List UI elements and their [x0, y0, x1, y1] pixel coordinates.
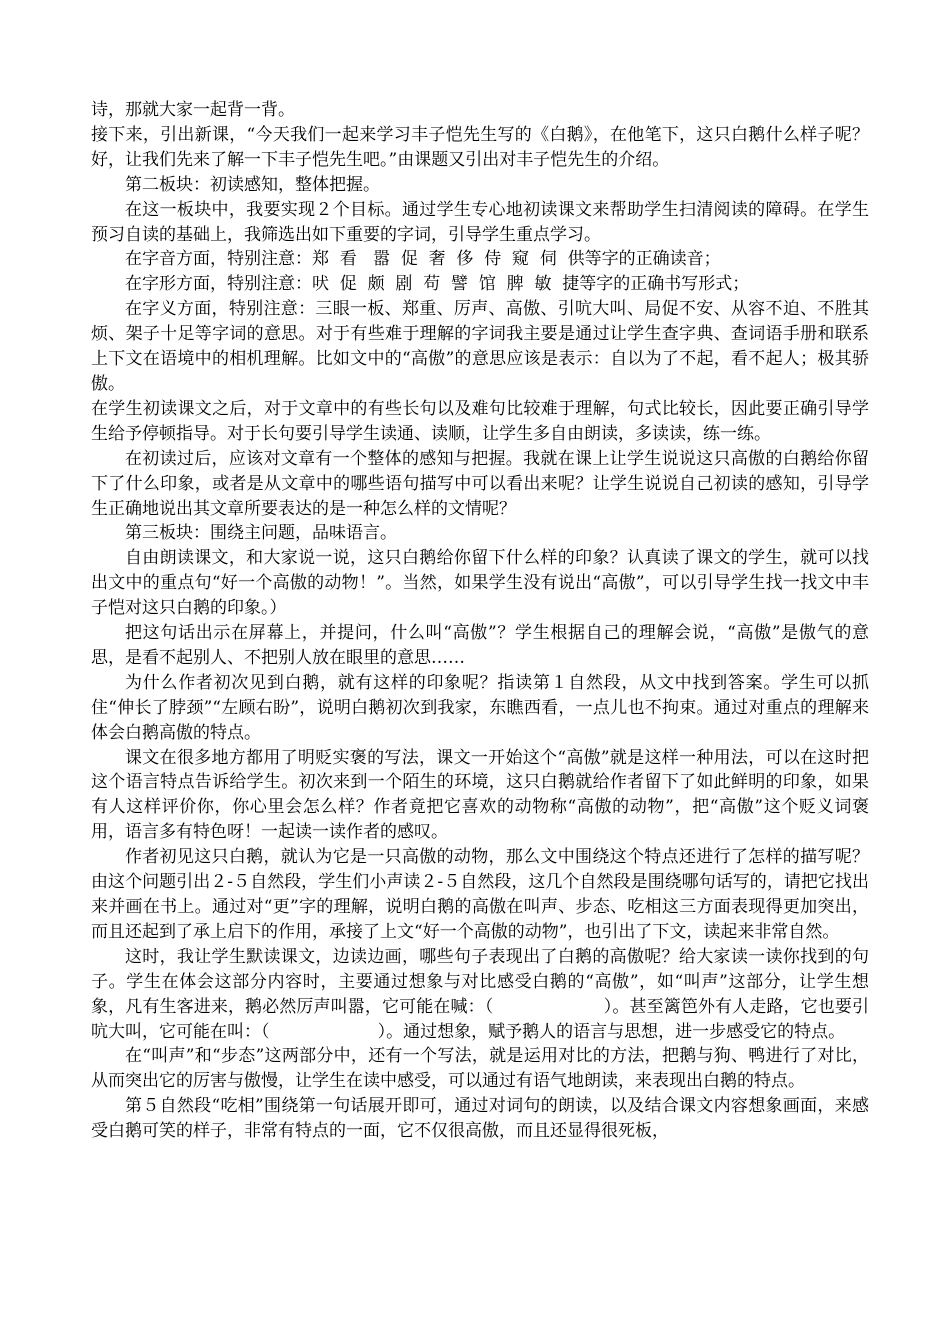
paragraph: 在字形方面，特别注意：吠 促 颇 剧 苟 譬 馆 脾 敏 捷等字的正确书写形式；	[125, 274, 750, 295]
paragraph: 在学生初读课文之后，对于文章中的有些长句以及难句比较难于理解，句式比较长，因此要正确引导学生给予停顿指导。对于长句要引导学生读通、读顺，让学生多自由朗读，多读读，练一练。	[91, 398, 869, 444]
paragraph: 课文在很多地方都用了明贬实褒的写法，课文一开始这个“高傲”就是这样一种用法，可以在这时把这个语言特点告诉给学生。初次来到一个陌生的环境，这只白鹅就给作者留下了如此鲜明的印象，如果有人这样评价你，你心里会怎么样？作者竟把它喜欢的动物称“高傲的动物”，把“高傲”这个贬义词褒用，语言多有特色呀！一起读一读作者的感叹。	[91, 747, 869, 843]
document-body	[91, 98, 869, 1144]
paragraph: 诗，那就大家一起背一背。	[91, 100, 295, 120]
paragraph: 为什么作者初次见到白鹅，就有这样的印象呢？指读第１自然段，从文中找到答案。学生可以抓住“伸长了脖颈”“左顾右盼”，说明白鹅初次到我家，东瞧西看，一点儿也不拘束。通过对重点的理解来体会白鹅高傲的特点。	[91, 672, 869, 743]
paragraph: 在字音方面，特别注意：郑 看 嚣 促 奢 侈 侍 窥 伺 供等字的正确读音；	[125, 249, 721, 270]
paragraph: 在字义方面，特别注意：三眼一板、郑重、厉声、高傲、引吭大叫、局促不安、从容不迫、不胜其烦、架子十足等字词的意思。对于有些难于理解的字词我主要是通过让学生查字典、查词语手册和联系上下文在语境中的相机理解。比如文中的“高傲”的意思应该是表示：自以为了不起，看不起人；极其骄傲。	[91, 299, 869, 394]
section-heading: 第二板块：初读感知，整体把握。	[125, 174, 380, 195]
paragraph: 把这句话出示在屏幕上，并提问，什么叫“高傲”？学生根据自己的理解会说，“高傲”是傲气的意思，是看不起别人、不把别人放在眼里的意思……	[91, 623, 869, 668]
paragraph: 第５自然段“吃相”围绕第一句话展开即可，通过对词句的朗读，以及结合课文内容想象画面，来感受白鹅可笑的样子，非常有特点的一面，它不仅很高傲，而且还显得很死板，	[91, 1096, 869, 1142]
paragraph: 在“叫声”和“步态”这两部分中，还有一个写法，就是运用对比的方法，把鹅与狗、鸭进行了对比，从而突出它的厉害与傲慢，让学生在读中感受，可以通过有语气地朗读，来表现出白鹅的特点。	[91, 1046, 869, 1092]
paragraph: 自由朗读课文，和大家说一说，这只白鹅给你留下什么样的印象？认真读了课文的学生，就可以找出文中的重点句“好一个高傲的动物！”。当然，如果学生没有说出“高傲”，可以引导学生找一找文中丰子恺对这只白鹅的印象。）	[91, 548, 869, 619]
section-heading: 第三板块：围绕主问题，品味语言。	[125, 523, 397, 544]
paragraph: 在这一板块中，我要实现２个目标。通过学生专心地初读课文来帮助学生扫清阅读的障碍。在学生预习自读的基础上，我筛选出如下重要的字词，引导学生重点学习。	[91, 199, 869, 245]
paragraph: 在初读过后，应该对文章有一个整体的感知与把握。我就在课上让学生说说这只高傲的白鹅给你留下了什么印象，或者是从文章中的哪些语句描写中可以看出来呢？让学生说说自己初读的感知，引导学生正确地说出其文章所要表达的是一种怎么样的文情呢？	[91, 448, 869, 519]
paragraph: 这时，我让学生默读课文，边读边画，哪些句子表现出了白鹅的高傲呢？给大家读一读你找到的句子。学生在体会这部分内容时，主要通过想象与对比感受白鹅的“高傲”，如“叫声”这部分，让学生想象，凡有生客进来，鹅必然厉声叫嚣，它可能在喊：（ ）。甚至篱笆外有人走路，它也要引吭大叫，它可能在叫：（ ）。通过想象，赋予鹅人的语言与思想，进一步感受它的特点。	[91, 946, 869, 1042]
paragraph: 接下来，引出新课，“今天我们一起来学习丰子恺先生写的《白鹅》，在他笔下，这只白鹅什么样子呢？好，让我们先来了解一下丰子恺先生吧。”由课题又引出对丰子恺先生的介绍。	[91, 124, 869, 170]
paragraph: 作者初见这只白鹅，就认为它是一只高傲的动物，那么文中围绕这个特点还进行了怎样的描写呢？由这个问题引出２-５自然段，学生们小声读２-５自然段，这几个自然段是围绕哪句话写的，请把它找出来并画在书上。通过对“更”字的理解，说明白鹅的高傲在叫声、步态、吃相这三方面表现得更加突出，而且还起到了承上启下的作用，承接了上文“好一个高傲的动物”，也引出了下文，读起来非常自然。	[91, 847, 869, 942]
